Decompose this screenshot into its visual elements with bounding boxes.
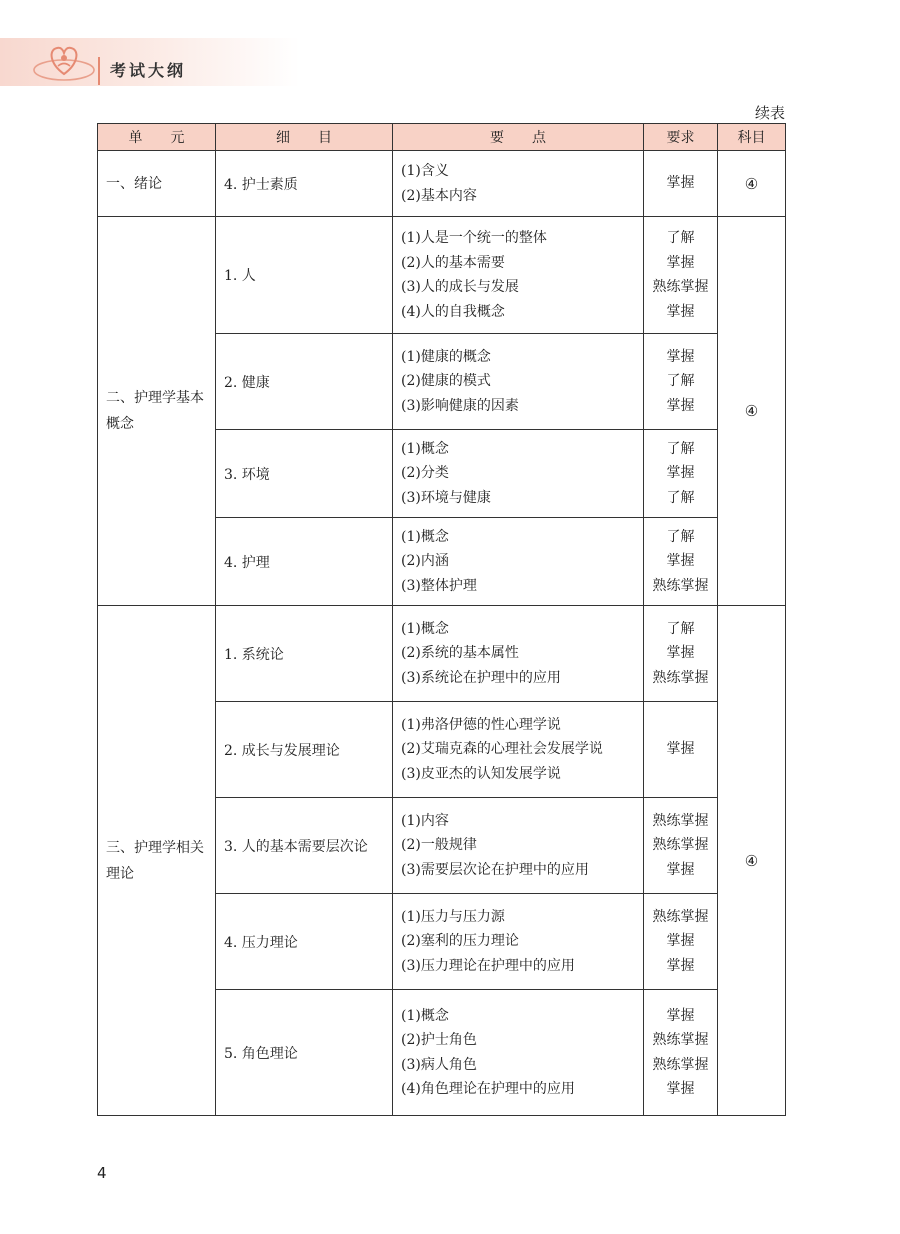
requirement-item: 掌握 xyxy=(666,861,695,878)
syllabus-table xyxy=(97,123,786,1116)
requirement-item: 掌握 xyxy=(666,397,695,414)
detail-cell: 4. 护士素质 xyxy=(216,151,393,217)
point-item: (3)人的成长与发展 xyxy=(401,279,519,295)
header-detail: 细 目 xyxy=(216,124,393,151)
point-item: (3)压力理论在护理中的应用 xyxy=(401,957,575,974)
point-item: (4)角色理论在护理中的应用 xyxy=(401,1081,575,1097)
page-header xyxy=(0,0,900,95)
requirement-item: 了解 xyxy=(666,373,695,390)
point-item: (2)一般规律 xyxy=(401,837,477,854)
point-item: (2)基本内容 xyxy=(401,187,477,204)
requirement-item: 掌握 xyxy=(666,175,695,192)
points-cell xyxy=(393,518,644,606)
points-cell xyxy=(393,894,644,990)
requirement-cell xyxy=(644,894,718,990)
point-item: (1)概念 xyxy=(401,1007,449,1024)
requirement-cell xyxy=(644,334,718,430)
requirement-cell xyxy=(644,430,718,518)
point-item: (1)人是一个统一的整体 xyxy=(401,230,547,246)
point-item: (3)环境与健康 xyxy=(401,489,491,506)
requirement-item: 了解 xyxy=(666,620,695,637)
detail-cell: 3. 环境 xyxy=(216,430,393,518)
point-item: (1)概念 xyxy=(401,620,449,637)
requirement-cell xyxy=(644,606,718,702)
requirement-item: 熟练掌握 xyxy=(652,279,709,295)
requirement-item: 了解 xyxy=(666,230,695,246)
point-item: (1)压力与压力源 xyxy=(401,908,505,925)
subject-cell: ④ xyxy=(718,606,786,1116)
requirement-item: 掌握 xyxy=(666,741,695,758)
requirement-item: 掌握 xyxy=(666,553,695,570)
points-cell xyxy=(393,151,644,217)
point-item: (4)人的自我概念 xyxy=(401,303,505,320)
detail-cell: 1. 系统论 xyxy=(216,606,393,702)
requirement-item: 掌握 xyxy=(666,303,695,320)
header-points: 要 点 xyxy=(393,124,644,151)
detail-cell: 1. 人 xyxy=(216,217,393,334)
detail-cell: 2. 健康 xyxy=(216,334,393,430)
point-item: (1)内容 xyxy=(401,812,449,829)
point-item: (3)整体护理 xyxy=(401,577,477,594)
points-cell xyxy=(393,334,644,430)
point-item: (1)概念 xyxy=(401,440,449,457)
points-cell xyxy=(393,990,644,1116)
subject-cell: ④ xyxy=(718,151,786,217)
table-body xyxy=(98,151,786,1116)
requirement-item: 掌握 xyxy=(666,957,695,974)
requirement-item: 熟练掌握 xyxy=(652,812,709,829)
requirement-item: 了解 xyxy=(666,489,695,506)
requirement-cell xyxy=(644,151,718,217)
table-row xyxy=(98,217,786,334)
requirement-cell xyxy=(644,217,718,334)
point-item: (1)健康的概念 xyxy=(401,348,491,365)
requirement-item: 掌握 xyxy=(666,465,695,482)
point-item: (3)需要层次论在护理中的应用 xyxy=(401,861,589,878)
point-item: (1)概念 xyxy=(401,528,449,545)
points-cell xyxy=(393,430,644,518)
header-unit: 单 元 xyxy=(98,124,216,151)
point-item: (2)健康的模式 xyxy=(401,373,491,390)
point-item: (1)含义 xyxy=(401,163,449,179)
requirement-item: 掌握 xyxy=(666,348,695,365)
unit-cell: 三、护理学相关理论 xyxy=(98,606,216,1116)
detail-cell: 3. 人的基本需要层次论 xyxy=(216,798,393,894)
detail-cell: 2. 成长与发展理论 xyxy=(216,702,393,798)
unit-cell: 二、护理学基本概念 xyxy=(98,217,216,606)
detail-cell: 4. 压力理论 xyxy=(216,894,393,990)
requirement-item: 熟练掌握 xyxy=(652,577,709,594)
requirement-cell xyxy=(644,518,718,606)
page-number: 4 xyxy=(97,1164,107,1182)
heart-logo-icon xyxy=(28,40,100,84)
table-header-row xyxy=(98,124,786,151)
point-item: (2)人的基本需要 xyxy=(401,254,505,271)
requirement-item: 掌握 xyxy=(666,1081,695,1097)
continued-label: 续表 xyxy=(754,104,785,122)
requirement-item: 熟练掌握 xyxy=(652,837,709,854)
unit-cell: 一、绪论 xyxy=(98,151,216,217)
requirement-item: 了解 xyxy=(666,440,695,457)
point-item: (3)皮亚杰的认知发展学说 xyxy=(401,765,561,782)
requirement-item: 了解 xyxy=(666,528,695,545)
requirement-item: 熟练掌握 xyxy=(652,1056,709,1073)
requirement-item: 掌握 xyxy=(666,254,695,271)
point-item: (1)弗洛伊德的性心理学说 xyxy=(401,716,561,733)
header-requirement: 要求 xyxy=(644,124,718,151)
requirement-item: 掌握 xyxy=(666,1007,695,1024)
point-item: (3)影响健康的因素 xyxy=(401,397,519,414)
points-cell xyxy=(393,606,644,702)
points-cell xyxy=(393,798,644,894)
point-item: (2)系统的基本属性 xyxy=(401,645,519,662)
requirement-cell xyxy=(644,990,718,1116)
point-item: (2)内涵 xyxy=(401,553,449,570)
table-row xyxy=(98,606,786,702)
point-item: (2)塞利的压力理论 xyxy=(401,933,519,950)
header-title: 考试大纲 xyxy=(110,61,187,80)
point-item: (2)艾瑞克森的心理社会发展学说 xyxy=(401,741,603,758)
points-cell xyxy=(393,217,644,334)
table-row xyxy=(98,151,786,217)
point-item: (3)系统论在护理中的应用 xyxy=(401,669,561,686)
requirement-item: 掌握 xyxy=(666,645,695,662)
header-divider xyxy=(98,57,100,85)
header-subject: 科目 xyxy=(718,124,786,151)
subject-cell: ④ xyxy=(718,217,786,606)
point-item: (2)分类 xyxy=(401,465,449,482)
point-item: (2)护士角色 xyxy=(401,1032,477,1048)
points-cell xyxy=(393,702,644,798)
requirement-item: 熟练掌握 xyxy=(652,1032,709,1048)
requirement-cell xyxy=(644,798,718,894)
point-item: (3)病人角色 xyxy=(401,1056,477,1073)
detail-cell: 5. 角色理论 xyxy=(216,990,393,1116)
requirement-cell xyxy=(644,702,718,798)
requirement-item: 熟练掌握 xyxy=(652,908,709,925)
requirement-item: 熟练掌握 xyxy=(652,669,709,686)
detail-cell: 4. 护理 xyxy=(216,518,393,606)
requirement-item: 掌握 xyxy=(666,933,695,950)
